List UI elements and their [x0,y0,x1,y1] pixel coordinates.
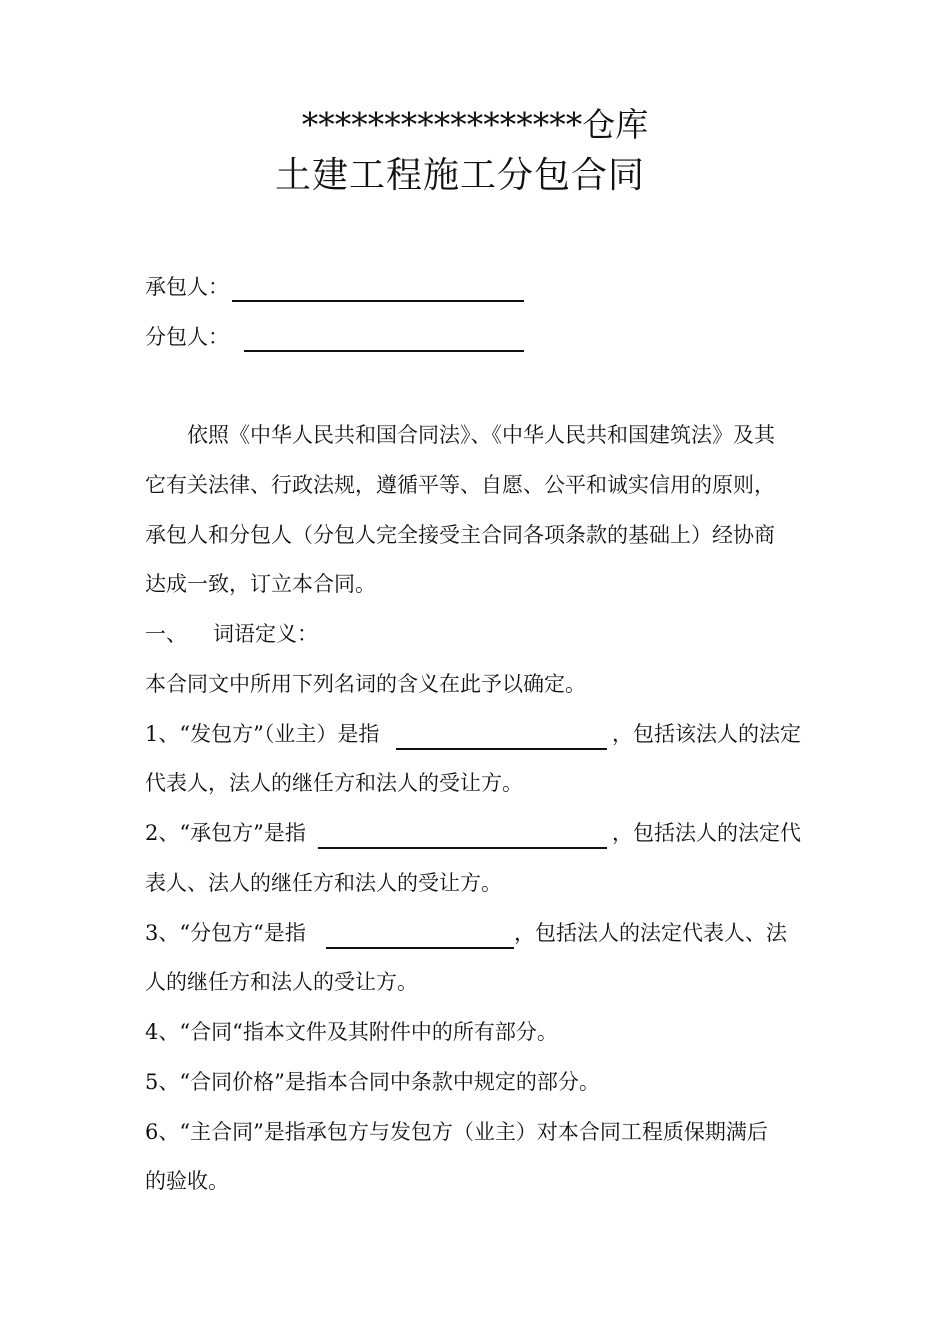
def2-prefix: 2、“承包方”是指 [145,821,306,845]
def1-blank [396,746,607,750]
def1-prefix: 1、“发包方”（业主）是指 [145,722,380,746]
def1-line2: 代表人，法人的继任方和法人的受让方。 [145,771,523,795]
def3-line2: 人的继任方和法人的受让方。 [145,970,418,994]
intro-line-2: 它有关法律、行政法规，遵循平等、自愿、公平和诚实信用的原则， [145,473,775,497]
contractor-blank [232,298,524,302]
def4: 4、“合同“指本文件及其附件中的所有部分。 [145,1020,558,1044]
section1-number: 一、 [145,622,187,646]
document-title-line2: 土建工程施工分包合同 [274,155,645,196]
def3-prefix: 3、“分包方“是指 [145,921,306,945]
def2-blank [318,845,607,849]
document-title-line1: *****************仓库 [301,105,649,144]
subcontractor-label: 分包人： [145,325,229,349]
intro-line-4: 达成一致，订立本合同。 [145,572,376,596]
section1-title: 词语定义： [213,622,318,646]
definitions-intro: 本合同文中所用下列名词的含义在此予以确定。 [145,672,586,696]
intro-line-3: 承包人和分包人（分包人完全接受主合同各项条款的基础上）经协商 [145,523,775,547]
intro-line-1: 依照《中华人民共和国合同法》、《中华人民共和国建筑法》及其 [187,423,775,447]
def3-blank [326,945,514,949]
subcontractor-blank [244,348,524,352]
def1-suffix: ，包括该法人的法定 [612,722,801,746]
def3-suffix: ，包括法人的法定代表人、法 [514,921,787,945]
def5: 5、“合同价格”是指本合同中条款中规定的部分。 [145,1070,600,1094]
def6-line1: 6、“主合同”是指承包方与发包方（业主）对本合同工程质保期满后 [145,1120,768,1144]
def2-suffix: ，包括法人的法定代 [612,821,801,845]
def6-line2: 的验收。 [145,1169,229,1193]
def2-line2: 表人、法人的继任方和法人的受让方。 [145,871,502,895]
contractor-label: 承包人： [145,275,229,299]
